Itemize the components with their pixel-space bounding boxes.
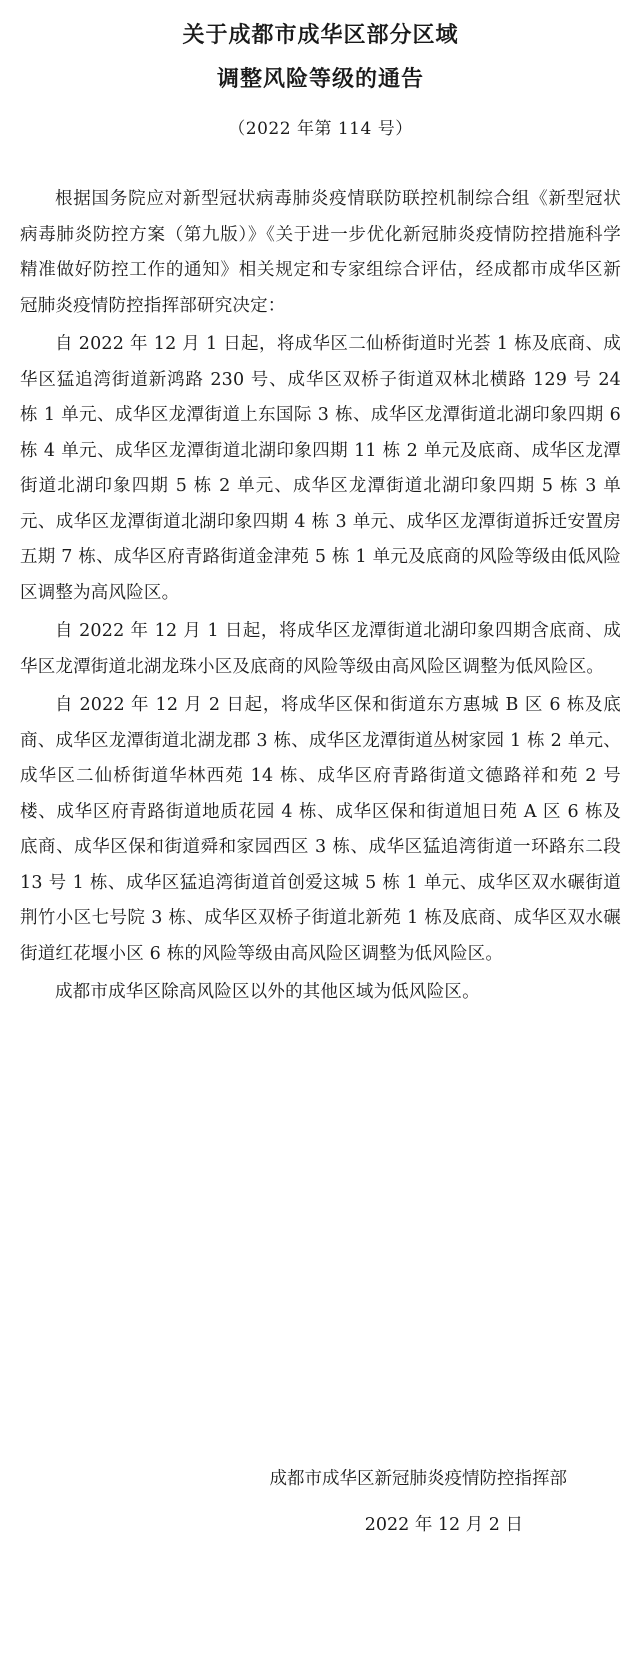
paragraph-dec1-high-risk: 自 2022 年 12 月 1 日起，将成华区二仙桥街道时光荟 1 栋及底商、成华区猛追湾街道新鸿路 230 号、成华区双桥子街道双林北横路 129 号 24 栋 1 单元、成华区龙潭街道上东国际 3 栋、成华区龙潭街道北湖印象四期 6 栋 4 单元、成华区龙潭街道北湖印象四期 11 栋 2 单元及底商、成华区龙潭街道北湖印象四期 5 栋 2 单元、成华区龙潭街道北湖印象四期 5 栋 3 单元、成华区龙潭街道北湖印象四期 4 栋 3 单元、成华区龙潭街道拆迁安置房五期 7 栋、成华区府青路街道金津苑 5 栋 1 单元及底商的风险等级由低风险区调整为高风险区。	[20, 334, 621, 603]
paragraph-dec1-low-risk: 自 2022 年 12 月 1 日起，将成华区龙潭街道北湖印象四期含底商、成华区龙潭街道北湖龙珠小区及底商的风险等级由高风险区调整为低风险区。	[20, 621, 621, 677]
paragraph-preamble: 根据国务院应对新型冠状病毒肺炎疫情联防联控机制综合组《新型冠状病毒肺炎防控方案（第九版）》《关于进一步优化新冠肺炎疫情防控措施科学精准做好防控工作的通知》相关规定和专家组综合评估，经成都市成华区新冠肺炎疫情防控指挥部研究决定：	[20, 189, 621, 316]
page-title-line-1: 关于成都市成华区部分区域	[182, 23, 459, 48]
page-title-line-2: 调整风险等级的通告	[216, 67, 424, 92]
paragraph-summary: 成都市成华区除高风险区以外的其他区域为低风险区。	[55, 982, 480, 1002]
issuer-name: 成都市成华区新冠肺炎疫情防控指挥部	[269, 1469, 567, 1489]
issue-date: 2022 年 12 月 2 日	[364, 1515, 523, 1535]
paragraph-dec2-low-risk: 自 2022 年 12 月 2 日起，将成华区保和街道东方惠城 B 区 6 栋及底商、成华区龙潭街道北湖龙郡 3 栋、成华区龙潭街道丛树家园 1 栋 2 单元、成华区二仙桥街道华林西苑 14 栋、成华区府青路街道文德路祥和苑 2 号楼、成华区府青路街道地质花园 4 栋、成华区保和街道旭日苑 A 区 6 栋及底商、成华区保和街道舜和家园西区 3 栋、成华区猛追湾街道一环路东二段 13 号 1 栋、成华区猛追湾街道首创爱这城 5 栋 1 单元、成华区双水碾街道荆竹小区七号院 3 栋、成华区双桥子街道北新苑 1 栋及底商、成华区双水碾街道红花堰小区 6 栋的风险等级由高风险区调整为低风险区。	[20, 695, 621, 964]
document-body	[20, 182, 621, 1011]
document-number: （2022 年第 114 号）	[228, 119, 413, 139]
signature-block	[270, 1456, 568, 1548]
